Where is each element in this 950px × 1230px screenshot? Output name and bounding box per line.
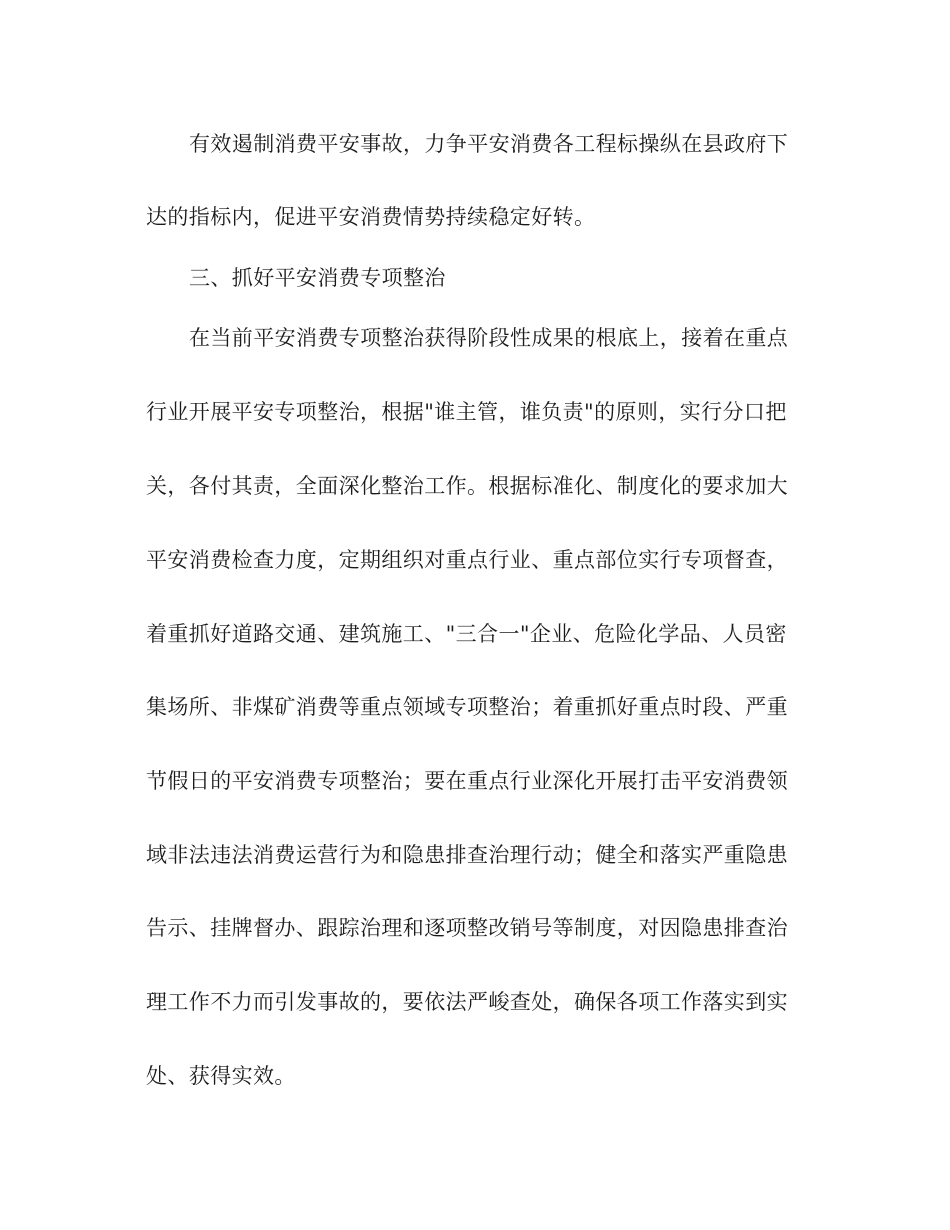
- paragraph-line: 达的指标内，促进平安消费情势持续稳定好转。: [146, 205, 596, 229]
- paragraph-line: 在当前平安消费专项整治获得阶段性成果的根底上，接着在重点: [189, 326, 789, 350]
- paragraph-line: 节假日的平安消费专项整治；要在重点行业深化开展打击平安消费领: [146, 769, 788, 793]
- section-heading: 三、抓好平安消费专项整治: [189, 266, 446, 290]
- paragraph-line: 集场所、非煤矿消费等重点领域专项整治；着重抓好重点时段、严重: [146, 695, 788, 719]
- paragraph-line: 理工作不力而引发事故的，要依法严峻查处，确保各项工作落实到实: [146, 990, 788, 1014]
- paragraph-line: 行业开展平安专项整治，根据"谁主管，谁负责"的原则，实行分口把: [146, 400, 787, 424]
- paragraph-line: 关，各付其责，全面深化整治工作。根据标准化、制度化的要求加大: [146, 474, 788, 498]
- paragraph-line: 着重抓好道路交通、建筑施工、"三合一"企业、危险化学品、人员密: [146, 622, 787, 646]
- paragraph-line: 告示、挂牌督办、跟踪治理和逐项整改销号等制度，对因隐患排查治: [146, 916, 788, 940]
- paragraph-line: 有效遏制消费平安事故，力争平安消费各工程标操纵在县政府下: [189, 132, 789, 156]
- paragraph-line: 平安消费检查力度，定期组织对重点行业、重点部位实行专项督查，: [146, 548, 788, 572]
- paragraph-line: 处、获得实效。: [146, 1064, 296, 1088]
- paragraph-line: 域非法违法消费运营行为和隐患排查治理行动；健全和落实严重隐患: [146, 843, 788, 867]
